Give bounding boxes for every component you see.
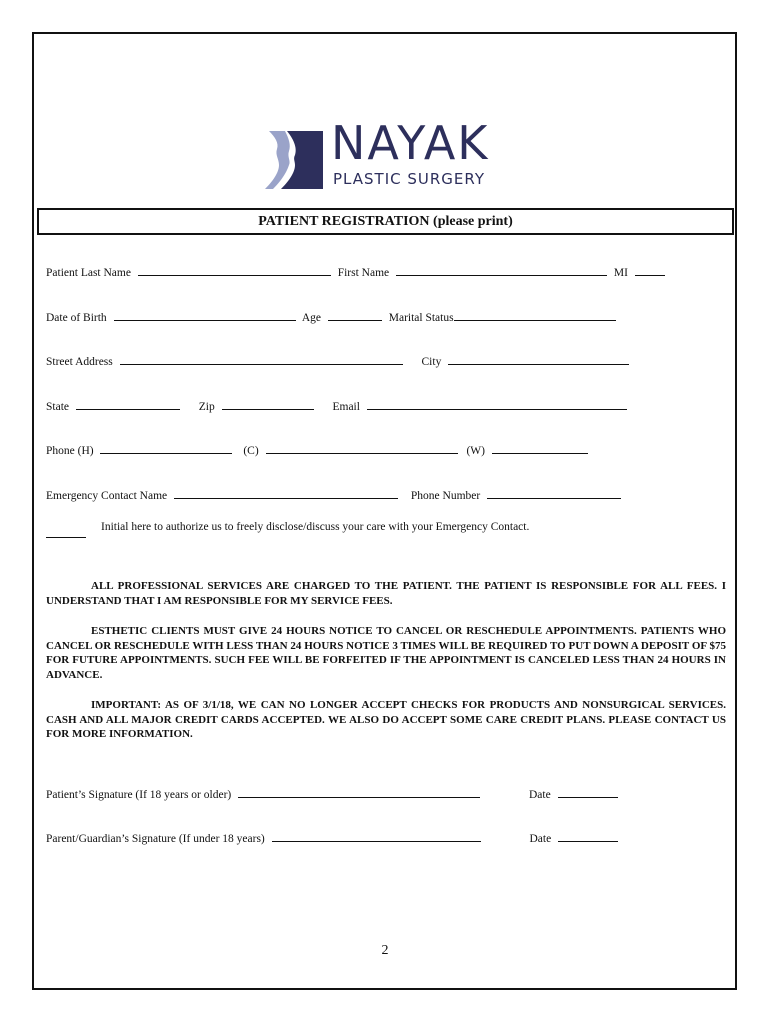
patient-date-label: Date <box>528 789 551 801</box>
notice-payment: IMPORTANT: AS OF 3/1/18, WE CAN NO LONGER ACCEPT CHECKS FOR PRODUCTS AND NONSURGICAL SERVICES. CASH AND ALL MAJOR CREDIT CARDS ACCEPTED. WE ALSO DO ACCEPT SOME CARE CREDIT PLANS. PLEASE CONTACT US FOR MORE INFORMATION. <box>46 699 726 740</box>
phone-row <box>46 443 592 457</box>
emergency-phone-label: Phone Number <box>410 490 481 502</box>
emergency-phone-field[interactable] <box>487 488 621 499</box>
logo-name: NAYAK <box>331 116 490 170</box>
phone-home-label: Phone (H) <box>46 445 94 457</box>
city-label: City <box>421 356 442 368</box>
initial-field[interactable] <box>46 537 86 538</box>
phone-cell-field[interactable] <box>266 443 458 454</box>
patient-signature-field[interactable] <box>238 787 480 798</box>
notice-cancellation: ESTHETIC CLIENTS MUST GIVE 24 HOURS NOTICE TO CANCEL OR RESCHEDULE APPOINTMENTS. PATIENTS WHO CANCEL OR RESCHEDULE WITH LESS THAN 24 HOURS NOTICE 3 TIMES WILL BE REQUIRED TO PUT DOWN A DEPOSIT OF $75 FOR FUTURE APPOINTMENTS. SUCH FEE WILL BE FORFEITED IF THE APPOINTMENT IS CANCELED LESS THAN 24 HOURS IN ADVANCE. <box>46 625 726 681</box>
dob-row <box>46 310 620 324</box>
first-name-field[interactable] <box>396 265 607 276</box>
marital-status-field[interactable] <box>454 310 616 321</box>
dob-label: Date of Birth <box>46 312 107 324</box>
city-field[interactable] <box>448 354 629 365</box>
guardian-date-field[interactable] <box>558 831 618 842</box>
street-address-label: Street Address <box>46 356 113 368</box>
phone-work-field[interactable] <box>492 443 588 454</box>
phone-home-field[interactable] <box>100 443 232 454</box>
email-field[interactable] <box>367 399 627 410</box>
age-label: Age <box>301 312 321 324</box>
patient-date-field[interactable] <box>558 787 618 798</box>
state-row <box>46 399 631 413</box>
guardian-signature-field[interactable] <box>272 831 481 842</box>
notice-fees: ALL PROFESSIONAL SERVICES ARE CHARGED TO THE PATIENT. THE PATIENT IS RESPONSIBLE FOR ALL FEES. I UNDERSTAND THAT I AM RESPONSIBLE FOR MY SERVICE FEES. <box>46 580 726 607</box>
phone-cell-label: (C) <box>243 445 259 457</box>
guardian-date-label: Date <box>529 833 552 845</box>
dob-field[interactable] <box>114 310 296 321</box>
mi-field[interactable] <box>635 265 665 276</box>
email-label: Email <box>332 401 360 413</box>
face-profile-logo-icon <box>265 129 323 191</box>
zip-label: Zip <box>198 401 215 413</box>
phone-work-label: (W) <box>466 445 485 457</box>
emergency-row <box>46 488 625 502</box>
emergency-contact-label: Emergency Contact Name <box>46 490 168 502</box>
page-number: 2 <box>381 943 389 958</box>
mi-label: MI <box>613 267 628 279</box>
age-field[interactable] <box>328 310 382 321</box>
address-row <box>46 354 633 368</box>
emergency-contact-field[interactable] <box>174 488 398 499</box>
street-address-field[interactable] <box>120 354 403 365</box>
zip-field[interactable] <box>222 399 314 410</box>
last-name-field[interactable] <box>138 265 331 276</box>
name-row <box>46 265 669 279</box>
nayak-logo <box>265 116 515 193</box>
patient-signature-label: Patient’s Signature (If 18 years or older) <box>46 789 232 801</box>
logo-subtitle: PLASTIC SURGERY <box>333 170 486 188</box>
form-title: PATIENT REGISTRATION (please print) <box>37 208 734 235</box>
guardian-signature-label: Parent/Guardian’s Signature (If under 18 years) <box>46 833 265 845</box>
first-name-label: First Name <box>337 267 390 279</box>
marital-status-label: Marital Status <box>388 312 454 324</box>
guardian-signature-row <box>46 831 622 845</box>
last-name-label: Patient Last Name <box>46 267 131 279</box>
patient-signature-row <box>46 787 622 801</box>
initial-authorization-text: Initial here to authorize us to freely disclose/discuss your care with your Emergency Contact. <box>101 521 530 533</box>
state-label: State <box>46 401 69 413</box>
state-field[interactable] <box>76 399 180 410</box>
